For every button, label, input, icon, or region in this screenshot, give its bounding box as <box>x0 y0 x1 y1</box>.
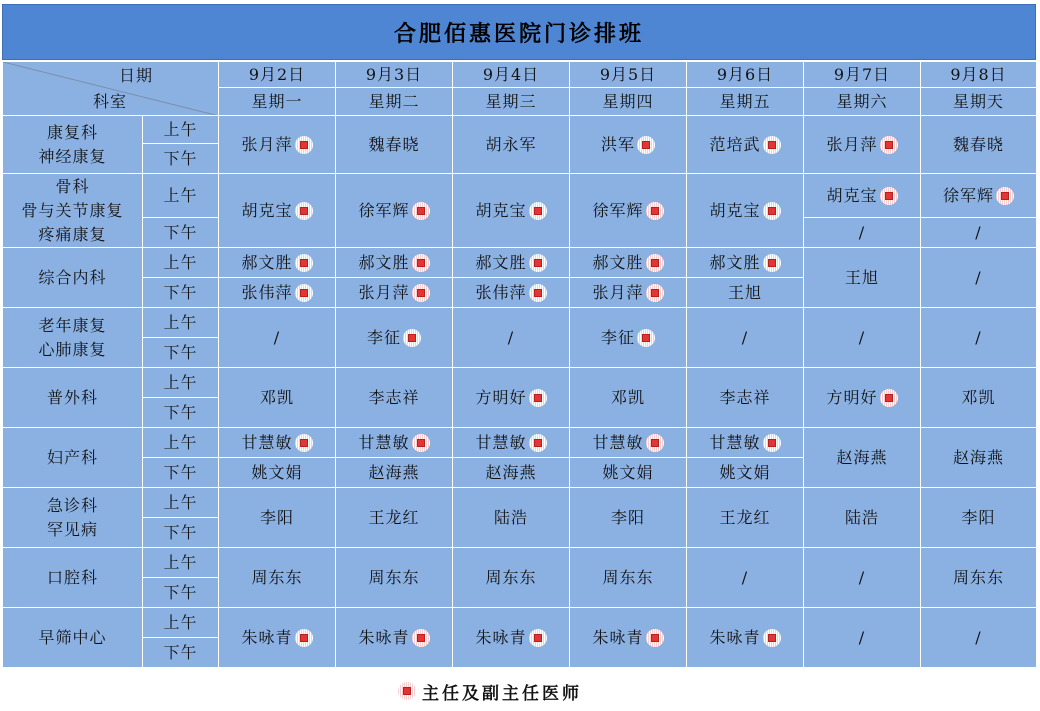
legend-text: 主任及副主任医师 <box>422 683 582 704</box>
director-badge-icon <box>295 284 313 302</box>
pm-period-label: 下午 <box>143 638 219 668</box>
doctor-name: 胡永军 <box>485 134 537 154</box>
doctor-name: 朱咏青 <box>241 627 293 647</box>
am-period-label: 上午 <box>143 488 219 518</box>
director-badge-icon <box>763 136 781 154</box>
doctor-name: 赵海燕 <box>952 447 1004 467</box>
doctor-name: 胡克宝 <box>826 185 878 205</box>
director-badge-icon <box>412 629 430 647</box>
doctor-name: 李征 <box>600 327 635 347</box>
doctor-name: 姚文娟 <box>251 462 303 482</box>
department-name-line: 妇产科 <box>46 447 98 467</box>
department-name-line: 神经康复 <box>38 146 107 166</box>
schedule-cell <box>336 608 453 668</box>
page-title: 合肥佰惠医院门诊排班 <box>2 4 1036 60</box>
schedule-cell <box>570 248 687 278</box>
department-name-line: 急诊科 <box>46 495 98 515</box>
schedule-cell <box>336 278 453 308</box>
schedule-cell <box>921 368 1037 428</box>
schedule-cell <box>570 488 687 548</box>
doctor-name: 张伟萍 <box>475 282 527 302</box>
doctor-name: 赵海燕 <box>485 462 537 482</box>
department-name <box>3 174 143 248</box>
schedule-cell <box>219 488 336 548</box>
director-badge-icon <box>646 202 664 220</box>
weekday-header: 星期一 <box>219 88 336 116</box>
director-badge-icon <box>529 434 547 452</box>
department-name <box>3 116 143 174</box>
weekday-header: 星期六 <box>804 88 921 116</box>
department-name <box>3 608 143 668</box>
doctor-name: 张月萍 <box>826 134 878 154</box>
doctor-name: / <box>858 627 866 647</box>
weekday-header: 星期四 <box>570 88 687 116</box>
weekday-header: 星期二 <box>336 88 453 116</box>
schedule-cell <box>804 308 921 368</box>
department-name-line: 口腔科 <box>46 567 98 587</box>
schedule-cell <box>570 608 687 668</box>
director-badge-icon <box>412 202 430 220</box>
pm-period-label: 下午 <box>143 278 219 308</box>
schedule-cell <box>570 308 687 368</box>
schedule-cell <box>336 308 453 368</box>
doctor-name: / <box>975 267 982 287</box>
department-name-line: 心肺康复 <box>38 339 107 359</box>
doctor-name: 李阳 <box>259 507 294 527</box>
dept-label: 科室 <box>93 92 128 111</box>
schedule-cell <box>219 248 336 278</box>
schedule-cell <box>687 458 804 488</box>
weekday-header: 星期三 <box>453 88 570 116</box>
director-badge-icon <box>646 284 664 302</box>
director-badge-icon <box>763 202 781 220</box>
schedule-cell <box>687 608 804 668</box>
director-badge-icon <box>996 187 1014 205</box>
director-badge-icon <box>637 329 655 347</box>
schedule-row <box>3 174 1037 218</box>
doctor-name: 魏春晓 <box>952 134 1004 154</box>
doctor-name: 赵海燕 <box>368 462 420 482</box>
director-badge-icon <box>398 682 416 700</box>
doctor-name: 方明好 <box>826 387 878 407</box>
department-name-line: 综合内科 <box>38 267 107 287</box>
doctor-name: 朱咏青 <box>358 627 410 647</box>
doctor-name: 周东东 <box>952 567 1004 587</box>
schedule-row <box>3 116 1037 144</box>
schedule-cell <box>219 368 336 428</box>
director-badge-icon <box>646 629 664 647</box>
doctor-name: 胡克宝 <box>241 200 293 220</box>
doctor-name: / <box>975 222 982 242</box>
schedule-cell <box>570 368 687 428</box>
doctor-name: 陆浩 <box>844 507 879 527</box>
director-badge-icon <box>403 329 421 347</box>
date-header: 9月3日 <box>336 62 453 88</box>
doctor-name: 朱咏青 <box>475 627 527 647</box>
schedule-cell <box>921 308 1037 368</box>
schedule-cell <box>336 548 453 608</box>
department-name <box>3 488 143 548</box>
schedule-cell <box>804 608 921 668</box>
department-name-line: 骨与关节康复 <box>21 200 124 220</box>
doctor-name: / <box>507 327 515 347</box>
doctor-name: 周东东 <box>251 567 303 587</box>
department-name-line: 老年康复 <box>38 315 107 335</box>
doctor-name: 徐军辉 <box>942 185 994 205</box>
schedule-cell <box>570 174 687 248</box>
director-badge-icon <box>646 434 664 452</box>
doctor-name: 张月萍 <box>592 282 644 302</box>
schedule-cell <box>336 458 453 488</box>
schedule-row <box>3 428 1037 458</box>
doctor-name: 张伟萍 <box>241 282 293 302</box>
doctor-name: 张月萍 <box>241 134 293 154</box>
am-period-label: 上午 <box>143 248 219 278</box>
schedule-cell <box>570 458 687 488</box>
schedule-cell <box>219 278 336 308</box>
doctor-name: 甘慧敏 <box>241 432 293 452</box>
director-badge-icon <box>295 434 313 452</box>
date-label: 日期 <box>119 66 154 85</box>
schedule-cell <box>804 248 921 308</box>
director-badge-icon <box>529 629 547 647</box>
date-header: 9月2日 <box>219 62 336 88</box>
doctor-name: 郝文胜 <box>358 252 410 272</box>
director-badge-icon <box>295 629 313 647</box>
doctor-name: 李志祥 <box>719 387 771 407</box>
schedule-cell <box>453 248 570 278</box>
pm-period-label: 下午 <box>143 458 219 488</box>
schedule-row <box>3 248 1037 278</box>
doctor-name: 胡克宝 <box>709 200 761 220</box>
schedule-cell <box>921 608 1037 668</box>
schedule-cell <box>804 368 921 428</box>
department-name-line: 普外科 <box>46 387 98 407</box>
doctor-name: 邓凯 <box>961 387 996 407</box>
director-badge-icon <box>295 136 313 154</box>
schedule-cell <box>687 278 804 308</box>
doctor-name: 李征 <box>366 327 401 347</box>
doctor-name: 王旭 <box>727 282 762 302</box>
doctor-name: 甘慧敏 <box>475 432 527 452</box>
director-badge-icon <box>763 629 781 647</box>
schedule-cell <box>687 308 804 368</box>
weekday-header: 星期五 <box>687 88 804 116</box>
doctor-name: 陆浩 <box>493 507 528 527</box>
doctor-name: 朱咏青 <box>592 627 644 647</box>
doctor-name: 王龙红 <box>719 507 771 527</box>
date-header: 9月8日 <box>921 62 1037 88</box>
doctor-name: 郝文胜 <box>592 252 644 272</box>
doctor-name: 魏春晓 <box>368 134 420 154</box>
schedule-cell <box>570 428 687 458</box>
schedule-cell <box>921 218 1037 248</box>
doctor-name: 郝文胜 <box>709 252 761 272</box>
schedule-cell <box>804 428 921 488</box>
schedule-cell <box>804 548 921 608</box>
schedule-row <box>3 368 1037 398</box>
schedule-cell <box>219 174 336 248</box>
department-name <box>3 548 143 608</box>
doctor-name: / <box>273 327 281 347</box>
doctor-name: 徐军辉 <box>358 200 410 220</box>
director-badge-icon <box>295 254 313 272</box>
doctor-name: 张月萍 <box>358 282 410 302</box>
department-name-line: 疼痛康复 <box>38 224 107 244</box>
doctor-name: / <box>858 567 866 587</box>
schedule-cell <box>453 368 570 428</box>
schedule-cell <box>804 116 921 174</box>
doctor-name: 赵海燕 <box>836 447 888 467</box>
doctor-name: 范培武 <box>709 134 761 154</box>
schedule-cell <box>219 116 336 174</box>
doctor-name: 朱咏青 <box>709 627 761 647</box>
schedule-cell <box>804 218 921 248</box>
doctor-name: 周东东 <box>602 567 654 587</box>
pm-period-label: 下午 <box>143 518 219 548</box>
schedule-cell <box>453 428 570 458</box>
schedule-cell <box>453 608 570 668</box>
am-period-label: 上午 <box>143 548 219 578</box>
pm-period-label: 下午 <box>143 338 219 368</box>
director-badge-icon <box>412 254 430 272</box>
schedule-cell <box>219 428 336 458</box>
doctor-name: 李阳 <box>610 507 645 527</box>
department-name <box>3 248 143 308</box>
schedule-cell <box>687 548 804 608</box>
department-name-line: 骨科 <box>55 176 90 196</box>
director-badge-icon <box>412 434 430 452</box>
doctor-name: / <box>975 627 982 647</box>
director-badge-icon <box>412 284 430 302</box>
schedule-cell <box>921 548 1037 608</box>
doctor-name: / <box>741 567 749 587</box>
weekday-header: 星期天 <box>921 88 1037 116</box>
doctor-name: 甘慧敏 <box>592 432 644 452</box>
doctor-name: / <box>741 327 749 347</box>
schedule-cell <box>687 488 804 548</box>
director-badge-icon <box>646 254 664 272</box>
doctor-name: 李阳 <box>961 507 996 527</box>
schedule-cell <box>336 248 453 278</box>
schedule-row <box>3 488 1037 518</box>
am-period-label: 上午 <box>143 608 219 638</box>
schedule-cell <box>921 174 1037 218</box>
doctor-name: 姚文娟 <box>719 462 771 482</box>
department-name-line: 罕见病 <box>46 519 98 539</box>
pm-period-label: 下午 <box>143 218 219 248</box>
schedule-cell <box>219 548 336 608</box>
schedule-cell <box>336 368 453 428</box>
schedule-cell <box>804 488 921 548</box>
doctor-name: 郝文胜 <box>475 252 527 272</box>
schedule-cell <box>336 174 453 248</box>
doctor-name: 周东东 <box>368 567 420 587</box>
doctor-name: 郝文胜 <box>241 252 293 272</box>
schedule-row <box>3 548 1037 578</box>
director-badge-icon <box>763 254 781 272</box>
director-badge-icon <box>529 254 547 272</box>
pm-period-label: 下午 <box>143 398 219 428</box>
doctor-name: 周东东 <box>485 567 537 587</box>
schedule-cell <box>219 608 336 668</box>
doctor-name: 徐军辉 <box>592 200 644 220</box>
schedule-cell <box>219 308 336 368</box>
am-period-label: 上午 <box>143 368 219 398</box>
department-name <box>3 428 143 488</box>
legend <box>398 678 582 704</box>
schedule-cell <box>687 116 804 174</box>
schedule-cell <box>336 488 453 548</box>
director-badge-icon <box>880 136 898 154</box>
schedule-cell <box>453 278 570 308</box>
doctor-name: 姚文娟 <box>602 462 654 482</box>
director-badge-icon <box>529 389 547 407</box>
schedule-cell <box>687 428 804 458</box>
schedule-cell <box>219 458 336 488</box>
schedule-row <box>3 308 1037 338</box>
date-header: 9月6日 <box>687 62 804 88</box>
am-period-label: 上午 <box>143 308 219 338</box>
schedule-cell <box>570 278 687 308</box>
schedule-cell <box>687 248 804 278</box>
director-badge-icon <box>637 136 655 154</box>
schedule-cell <box>921 488 1037 548</box>
doctor-name: 甘慧敏 <box>709 432 761 452</box>
doctor-name: 洪军 <box>600 134 635 154</box>
pm-period-label: 下午 <box>143 144 219 174</box>
am-period-label: 上午 <box>143 116 219 144</box>
doctor-name: 胡克宝 <box>475 200 527 220</box>
doctor-name: 李志祥 <box>368 387 420 407</box>
schedule-cell <box>921 248 1037 308</box>
schedule-cell <box>453 458 570 488</box>
schedule-cell <box>453 116 570 174</box>
schedule-row <box>3 608 1037 638</box>
schedule-cell <box>687 368 804 428</box>
director-badge-icon <box>295 202 313 220</box>
doctor-name: / <box>858 327 866 347</box>
schedule-cell <box>687 174 804 248</box>
schedule-cell <box>336 116 453 174</box>
doctor-name: / <box>858 222 866 242</box>
director-badge-icon <box>880 187 898 205</box>
schedule-cell <box>453 548 570 608</box>
schedule-cell <box>804 174 921 218</box>
doctor-name: 方明好 <box>475 387 527 407</box>
doctor-name: 甘慧敏 <box>358 432 410 452</box>
schedule-cell <box>336 428 453 458</box>
department-name <box>3 308 143 368</box>
am-period-label: 上午 <box>143 174 219 218</box>
pm-period-label: 下午 <box>143 578 219 608</box>
schedule-cell <box>921 428 1037 488</box>
date-header: 9月7日 <box>804 62 921 88</box>
doctor-name: 王旭 <box>844 267 879 287</box>
schedule-cell <box>921 116 1037 174</box>
schedule-cell <box>570 116 687 174</box>
department-name-line: 早筛中心 <box>38 627 107 647</box>
director-badge-icon <box>529 284 547 302</box>
department-name <box>3 368 143 428</box>
schedule-cell <box>453 308 570 368</box>
am-period-label: 上午 <box>143 428 219 458</box>
date-header: 9月4日 <box>453 62 570 88</box>
corner-header <box>3 62 219 116</box>
schedule-cell <box>453 488 570 548</box>
department-name-line: 康复科 <box>46 122 98 142</box>
schedule-cell <box>570 548 687 608</box>
director-badge-icon <box>880 389 898 407</box>
date-header: 9月5日 <box>570 62 687 88</box>
director-badge-icon <box>763 434 781 452</box>
doctor-name: 邓凯 <box>610 387 645 407</box>
director-badge-icon <box>529 202 547 220</box>
schedule-table <box>2 61 1037 668</box>
schedule-cell <box>453 174 570 248</box>
doctor-name: 王龙红 <box>368 507 420 527</box>
doctor-name: / <box>975 327 982 347</box>
doctor-name: 邓凯 <box>259 387 294 407</box>
